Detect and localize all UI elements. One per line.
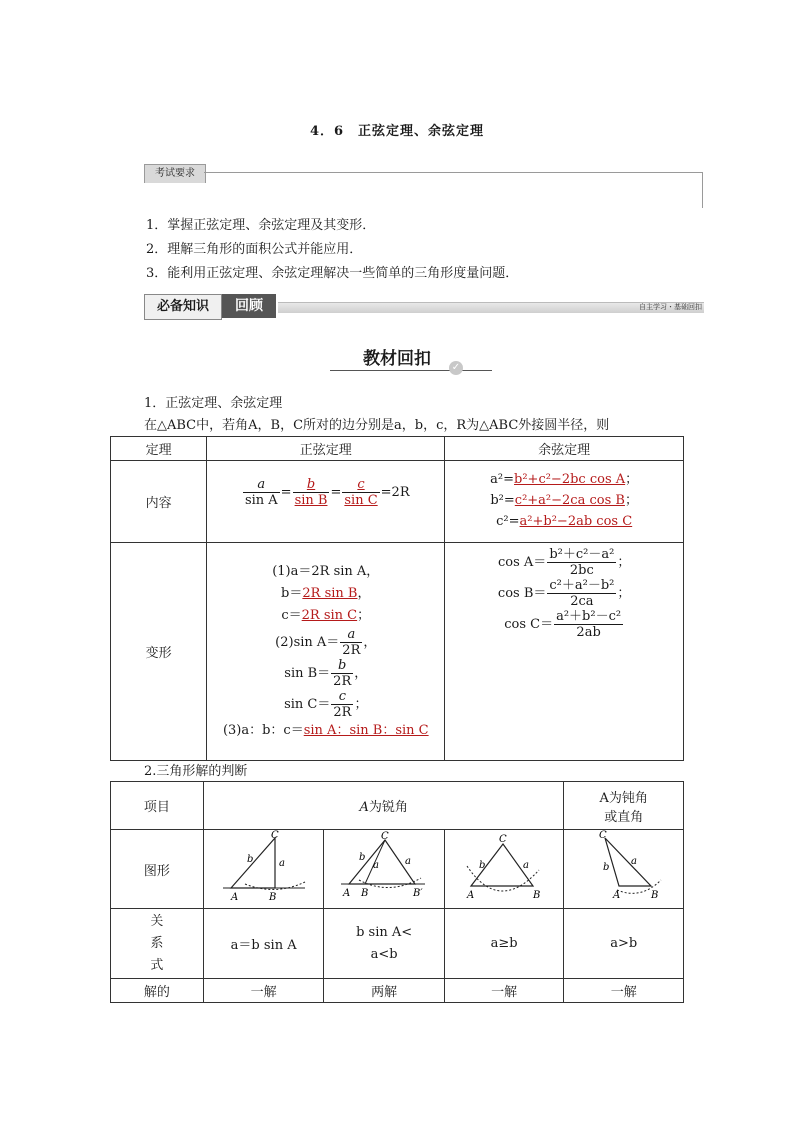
figure-right-triangle [203,830,324,909]
banner-badge: 回顾 [222,294,276,318]
figure-acute-one-solution [444,830,564,909]
exam-requirement-tab: 考试要求 [144,164,206,183]
svg-text:b: b [359,852,366,863]
banner-subtitle: 自主学习・基础回扣 [639,303,702,311]
row-label: 内容 [111,461,207,543]
svg-text:a: a [405,856,412,867]
solution-count: 两解 [324,979,445,1003]
svg-text:C: C [381,831,389,842]
triangle-figure [449,830,559,904]
vertex-label: C [270,830,279,841]
svg-text:b: b [602,862,610,873]
fraction: $\frac{b}{\text{sin B}}$ [294,477,328,508]
requirement-item: 1．掌握正弦定理、余弦定理及其变形． [146,218,376,233]
solution-count: 一解 [444,979,564,1003]
sine-law-transform: (1)a＝2R sin A， b＝2R sin B， c＝2R sin C； (2)sin A＝ $\frac{a}{2R}$ ， sin B＝ $\frac{b}{2R}$ ， sin C＝ $\frac{c}{2R}$ ； (3)a：b：c＝sin A：sin B：sin C [207,543,445,761]
svg-text:A: A [467,890,475,901]
fraction: $\frac{a}{\text{sin A}}$ [244,477,278,508]
section-heading: 2.三角形解的判断 [144,764,248,779]
svg-text:C: C [598,830,607,841]
side-label: a [278,858,285,869]
knowledge-banner [144,294,704,318]
table-header: A为锐角 [203,782,564,830]
svg-text:b: b [479,860,486,871]
triangle-figure [209,830,319,904]
table-header: 余弦定理 [445,437,684,461]
row-label: 变形 [111,543,207,761]
section-subhead: 教材回扣 [363,349,431,369]
svg-text:a: a [373,860,380,871]
banner-label: 必备知识 [144,294,222,320]
relation-cell: a＝b sin A [203,909,324,979]
triangle-figure [569,830,679,904]
svg-text:B′: B′ [413,888,423,899]
section-heading: 1．正弦定理、余弦定理 [144,396,283,411]
page-title: 4．6 正弦定理、余弦定理 [309,124,485,139]
vertex-label: B [268,892,276,903]
theorem-table [110,436,684,761]
sine-law-content: $\frac{a}{\text{sin A}}$ = $\frac{b}{\text{sin B}}$ = $\frac{c}{\text{sin C}}$ =2R [207,461,445,543]
relation-cell: a≥b [444,909,564,979]
svg-text:A: A [612,890,620,901]
svg-text:C: C [499,834,507,845]
solution-count: 一解 [564,979,684,1003]
solution-count: 一解 [203,979,324,1003]
relation-cell: a>b [564,909,684,979]
figure-obtuse-triangle [564,830,684,909]
fraction: $\frac{c}{\text{sin C}}$ [344,477,378,508]
check-icon: ✓ [449,361,463,375]
triangle-figure [329,830,439,904]
table-header: 项目 [111,782,204,830]
requirement-item: 3．能利用正弦定理、余弦定理解决一些简单的三角形度量问题． [146,266,519,281]
svg-text:A: A [343,888,351,899]
row-label: 关 系 式 [111,909,204,979]
cosine-law-transform: cos A＝ $\frac{\text{b²＋c²－a²}}{2bc}$ ； cos B＝ $\frac{\text{c²＋a²－b²}}{2ca}$ ； cos C＝ $\frac{\text{a²＋b²－c²}}{2ab}$ [445,543,684,761]
side-label: b [246,854,254,865]
divider [204,172,702,173]
row-label: 图形 [111,830,204,909]
requirement-item: 2．理解三角形的面积公式并能应用． [146,242,363,257]
triangle-solution-table [110,781,684,1003]
vertex-label: A [230,892,238,903]
svg-text:B: B [533,890,541,901]
table-header: 正弦定理 [207,437,445,461]
svg-text:B: B [650,890,659,901]
svg-text:a: a [523,860,530,871]
svg-text:B: B [361,888,369,899]
divider [330,370,492,371]
relation-cell: b sin A< a<b [324,909,445,979]
table-header: 定理 [111,437,207,461]
section-intro: 在△ABC中，若角A，B，C所对的边分别是a，b，c，R为△ABC外接圆半径，则 [144,418,610,433]
table-header: A为钝角 或直角 [564,782,684,830]
row-label: 解的 [111,979,204,1003]
cosine-law-content: a²=b²+c²−2bc cos A； b²=c²+a²−2ca cos B； c²=a²+b²−2ab cos C [445,461,684,543]
svg-text:a: a [630,856,637,867]
divider [702,172,703,208]
figure-two-triangles [324,830,445,909]
